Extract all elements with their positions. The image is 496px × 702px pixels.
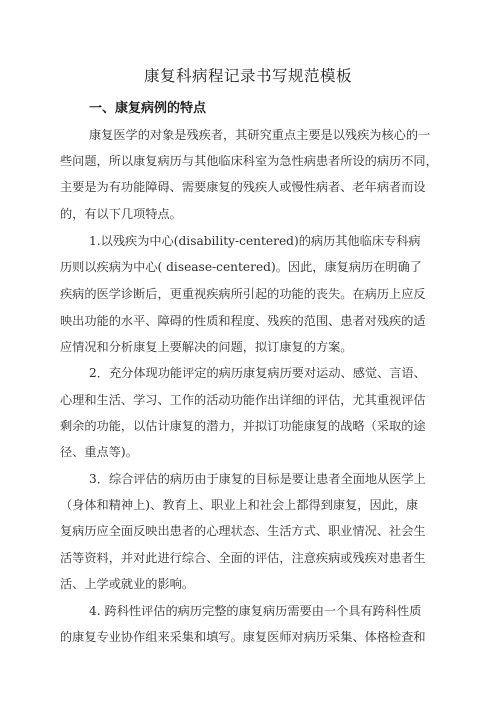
paragraph-line: 复病历应全面反映出患者的心理状态、生活方式、职业情况、社会生 [60, 524, 426, 538]
paragraph-line: 活等资料，并对此进行综合、全面的评估，注意疾病或残疾对患者生 [60, 551, 426, 565]
paragraph-line: 应情况和分析康复上要解决的问题，拟订康复的方案。 [60, 340, 353, 354]
paragraph-line: （身体和精神上)、教育上、职业上和社会上都得到康复，因此，康 [60, 498, 419, 512]
paragraph-line: 映出功能的水平、障碍的性质和程度、残疾的范围、患者对残疾的适 [60, 314, 426, 328]
paragraph-line: 历则以疾病为中心( disease-centered)。因此，康复病历在明确了 [60, 260, 422, 274]
paragraph-line: 2．充分体现功能评定的病历康复病历要对运动、感觉、言语、 [89, 366, 426, 380]
paragraph-line: 些问题，所以康复病历与其他临床科室为急性病患者所设的病历不同， [60, 154, 438, 168]
section-heading: 一、康复病例的特点 [89, 101, 207, 116]
paragraph-line: 的康复专业协作组来采集和填写。康复医师对病历采集、体格检查和 [60, 630, 426, 644]
paragraph-line: 1.以残疾为中心(disability-centered)的病历其他临床专科病 [89, 234, 421, 248]
paragraph-line: 4. 跨科性评估的病历完整的康复病历需要由一个具有跨科性质 [89, 604, 422, 618]
paragraph-line: 主要是为有功能障碍、需要康复的残疾人或慢性病者、老年病者而设 [60, 180, 426, 194]
paragraph-line: 剩余的功能，以估计康复的潜力，并拟订功能康复的战略（采取的途 [60, 419, 426, 433]
paragraph-line: 活、上学或就业的影响。 [60, 577, 195, 591]
paragraph-line: 径、重点等)。 [60, 445, 138, 459]
paragraph-line: 康复医学的对象是残疾者，其研究重点主要是以残疾为核心的一 [89, 128, 431, 142]
paragraph-line: 心理和生活、学习、工作的活动功能作出详细的评估，尤其重视评估 [60, 393, 426, 407]
paragraph-line: 的，有以下几项特点。 [60, 207, 182, 221]
document-title: 康复科病程记录书写规范模板 [143, 67, 352, 85]
paragraph-line: 3．综合评估的病历由于康复的目标是要让患者全面地从医学上 [89, 472, 426, 486]
paragraph-line: 疾病的医学诊断后，更重视疾病所引起的功能的丧失。在病历上应反 [60, 287, 426, 301]
